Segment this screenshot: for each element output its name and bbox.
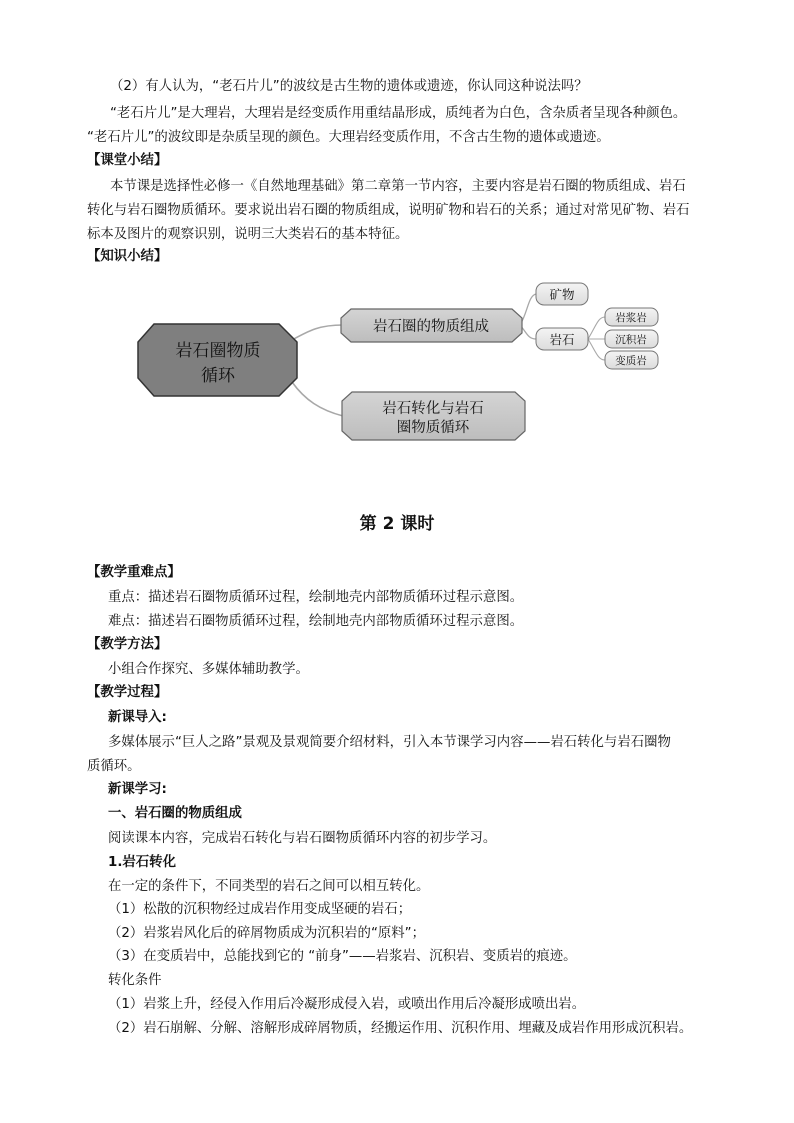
read-text: 阅读课本内容，完成岩石转化与岩石圈物质循环内容的初步学习。 <box>108 831 497 846</box>
lesson-title: 第 2 课时 <box>359 514 435 534</box>
igneous-label: 岩浆岩 <box>615 312 647 324</box>
connector-rock-metamorphic <box>588 339 605 360</box>
conversion-2: （2）岩浆岩风化后的碎屑物质成为沉积岩的“原料”； <box>108 926 425 941</box>
answer-2-line-1: “老石片儿”是大理岩，大理岩是经变质作用重结晶形成，质纯者为白色，含杂质者呈现各种颜色。 <box>110 106 687 121</box>
connector-root-branch1 <box>292 325 343 340</box>
method-text: 小组合作探究、多媒体辅助教学。 <box>108 662 309 677</box>
sedimentary-label: 沉积岩 <box>615 334 647 346</box>
knowledge-heading: 【知识小结】 <box>87 249 168 264</box>
conversion-3: （3）在变质岩中，总能找到它的 “前身”——岩浆岩、沉积岩、变质岩的痕迹。 <box>108 949 577 964</box>
intro-line-1: 多媒体展示“巨人之路”景观及景观简要介绍材料，引入本节课学习内容——岩石转化与岩石圈物 <box>108 735 671 750</box>
condition-2: （2）岩石崩解、分解、溶解形成碎屑物质，经搬运作用、沉积作用、埋藏及成岩作用形成沉积岩。 <box>108 1021 693 1036</box>
summary-line-1: 本节课是选择性必修一《自然地理基础》第二章第一节内容，主要内容是岩石圈的物质组成、岩石 <box>110 179 686 194</box>
intro-heading: 新课导入: <box>108 710 167 725</box>
key-heading: 【教学重难点】 <box>87 565 181 580</box>
rock-label: 岩石 <box>549 332 575 347</box>
branch2-label-2: 圈物质循环 <box>396 420 470 436</box>
question-2: （2）有人认为，“老石片儿”的波纹是古生物的遗体或遗迹，你认同这种说法吗？ <box>110 79 588 94</box>
section-1-heading: 一、岩石圈的物质组成 <box>108 806 242 821</box>
mindmap-root-label-1: 岩石圈物质 <box>175 341 261 361</box>
branch1-label: 岩石圈的物质组成 <box>373 319 489 335</box>
conversion-text: 在一定的条件下，不同类型的岩石之间可以相互转化。 <box>108 879 430 894</box>
connector-root-branch2 <box>292 382 343 416</box>
condition-heading: 转化条件 <box>108 973 162 988</box>
conversion-1: （1）松散的沉积物经过成岩作用变成坚硬的岩石； <box>108 902 412 917</box>
summary-line-3: 标本及图片的观察识别，说明三大类岩石的基本特征。 <box>87 227 409 242</box>
mindmap-root-label-2: 循环 <box>201 366 235 386</box>
mineral-label: 矿物 <box>549 287 575 302</box>
sub-1-heading: 1.岩石转化 <box>108 855 176 870</box>
branch2-label-1: 岩石转化与岩石 <box>382 401 484 417</box>
method-heading: 【教学方法】 <box>87 637 168 652</box>
condition-1: （1）岩浆上升，经侵入作用后冷凝形成侵入岩，或喷出作用后冷凝形成喷出岩。 <box>108 997 586 1012</box>
summary-heading: 【课堂小结】 <box>87 153 168 168</box>
metamorphic-label: 变质岩 <box>615 355 647 367</box>
connector-rock-igneous <box>588 317 605 339</box>
answer-2-line-2: “老石片儿”的波纹即是杂质呈现的颜色。大理岩经变质作用，不含古生物的遗体或遗迹。 <box>87 130 610 145</box>
key-point: 重点：描述岩石圈物质循环过程，绘制地壳内部物质循环过程示意图。 <box>108 590 524 605</box>
new-heading: 新课学习: <box>108 782 167 797</box>
difficult-point: 难点：描述岩石圈物质循环过程，绘制地壳内部物质循环过程示意图。 <box>108 614 524 629</box>
intro-line-2: 质循环。 <box>87 759 141 774</box>
summary-line-2: 转化与岩石圈物质循环。要求说出岩石圈的物质组成，说明矿物和岩石的关系；通过对常见矿物、岩石 <box>87 203 690 218</box>
process-heading: 【教学过程】 <box>87 685 168 700</box>
